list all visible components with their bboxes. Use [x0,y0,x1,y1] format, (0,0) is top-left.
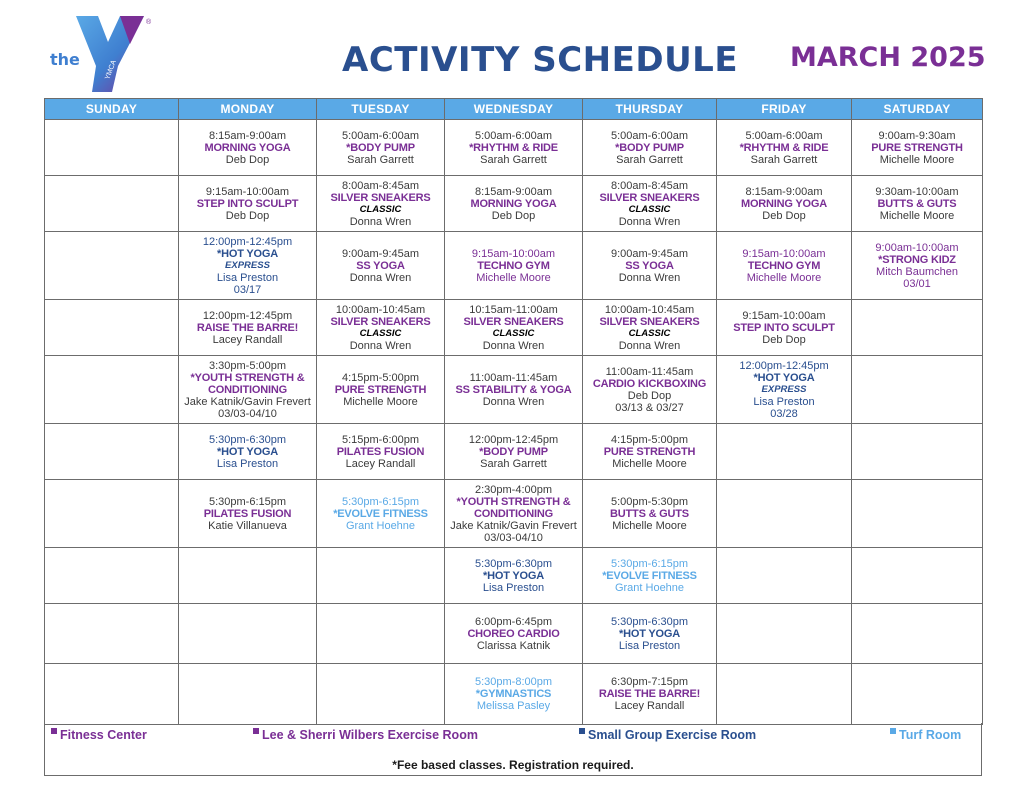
class-entry [447,304,580,352]
class-name: SS STABILITY & YOGA [455,383,572,396]
class-name: CARDIO KICKBOXING [592,377,707,390]
class-time: 5:15pm-6:00pm [341,433,420,446]
class-instructor: Deb Dop [225,209,270,222]
class-name: SS YOGA [625,259,674,272]
class-dates: 03/13 & 03/27 [615,401,684,414]
day-header: THURSDAY [583,99,717,120]
schedule-cell [317,424,445,480]
class-instructor: Clarissa Katnik [476,639,551,652]
ymca-logo [46,14,156,94]
schedule-cell [583,120,717,176]
class-entry [447,676,580,712]
class-time: 5:00am-6:00am [474,129,553,142]
class-instructor: Michelle Moore [879,153,955,166]
class-time: 12:00pm-12:45pm [739,359,829,372]
class-instructor: Donna Wren [618,271,681,284]
class-instructor: Donna Wren [618,339,681,352]
class-entry [319,372,442,408]
schedule-row [45,120,983,176]
class-instructor: Sarah Garrett [750,153,818,166]
class-instructor: Grant Hoehne [614,581,685,594]
schedule-table [44,98,983,725]
class-name: *HOT YOGA [619,627,680,640]
class-time: 10:00am-10:45am [604,303,695,316]
schedule-cell [717,176,852,232]
class-name: BUTTS & GUTS [610,507,689,520]
class-entry [447,434,580,470]
schedule-cell [317,356,445,424]
class-instructor: Michelle Moore [879,209,955,222]
class-entry [447,616,580,652]
class-entry [181,186,314,222]
schedule-cell [179,480,317,548]
schedule-cell [583,664,717,725]
class-name: *EVOLVE FITNESS [602,569,697,582]
class-instructor: Donna Wren [349,215,412,228]
schedule-cell [852,664,983,725]
schedule-cell [317,664,445,725]
class-instructor: Jake Katnik/Gavin Frevert [184,395,311,408]
class-instructor: Michelle Moore [343,395,418,408]
class-instructor: Michelle Moore [612,519,687,532]
class-name: *EVOLVE FITNESS [333,507,428,520]
legend [44,723,982,776]
schedule-cell [445,480,583,548]
schedule-cell [45,356,179,424]
class-time: 3:30pm-5:00pm [208,359,287,372]
class-name: SILVER SNEAKERS [599,315,700,328]
legend-fitness-center-swatch [51,728,57,734]
class-name: TECHNO GYM [747,259,821,272]
schedule-cell [179,356,317,424]
class-entry [181,360,314,420]
schedule-cell [583,300,717,356]
class-entry [719,186,849,222]
class-name: *RHYTHM & RIDE [739,141,829,154]
schedule-cell [717,424,852,480]
class-entry [854,130,980,166]
schedule-cell [717,664,852,725]
schedule-cell [583,480,717,548]
class-instructor: Mitch Baumchen [876,265,958,278]
class-instructor: Donna Wren [482,395,545,408]
class-instructor: Michelle Moore [476,271,551,284]
legend-turf-swatch [890,728,896,734]
class-time: 9:15am-10:00am [205,185,290,198]
class-time: 5:00pm-5:30pm [610,495,689,508]
class-instructor: Sarah Garrett [616,153,683,166]
class-entry [854,186,980,222]
class-instructor: Deb Dop [491,209,536,222]
class-entry [447,372,580,408]
class-time: 5:30pm-6:15pm [341,495,420,508]
class-time: 5:30pm-6:30pm [474,557,553,570]
schedule-cell [317,480,445,548]
schedule-cell [445,664,583,725]
class-variant: CLASSIC [359,203,402,215]
class-name: *RHYTHM & RIDE [469,141,558,154]
class-time: 9:00am-9:30am [878,129,956,142]
class-instructor: Sarah Garrett [480,153,547,166]
class-time: 8:00am-8:45am [610,179,689,192]
class-dates: 03/03-04/10 [484,531,543,544]
class-time: 12:00pm-12:45pm [202,235,293,248]
class-entry [181,310,314,346]
class-name: *STRONG KIDZ [878,253,956,266]
day-header: MONDAY [179,99,317,120]
schedule-cell [852,232,983,300]
class-entry [585,616,714,652]
class-instructor: Lacey Randall [614,700,685,712]
schedule-cell [445,120,583,176]
class-instructor: Donna Wren [349,339,412,352]
fee-note: *Fee based classes. Registration required. [392,758,634,772]
schedule-cell [45,232,179,300]
legend-lee-sherri-label: Lee & Sherri Wilbers Exercise Room [262,728,478,742]
class-variant: CLASSIC [492,327,535,339]
class-entry [447,130,580,166]
schedule-cell [317,232,445,300]
schedule-cell [445,232,583,300]
svg-text:®: ® [146,19,152,26]
class-entry [319,130,442,166]
schedule-cell [852,120,983,176]
schedule-cell [717,300,852,356]
class-name: SILVER SNEAKERS [330,191,431,204]
class-instructor: Deb Dop [762,209,806,222]
schedule-cell [317,300,445,356]
class-time: 8:15am-9:00am [474,185,553,198]
schedule-cell [852,424,983,480]
class-name: *GYMNASTICS [475,688,552,700]
class-variant: CLASSIC [628,203,671,215]
class-entry [585,180,714,228]
class-entry [719,310,849,346]
class-entry [447,484,580,544]
legend-small-group-swatch [579,728,585,734]
class-name: PURE STRENGTH [603,445,696,458]
class-name: TECHNO GYM [477,259,550,272]
class-name: *BODY PUMP [346,141,415,154]
class-instructor: Deb Dop [225,153,270,166]
class-instructor: Sarah Garrett [480,457,547,470]
class-time: 5:00am-6:00am [745,129,823,142]
class-name: MORNING YOGA [204,141,291,154]
class-instructor: Lacey Randall [212,333,283,346]
schedule-cell [445,548,583,604]
class-instructor: Lisa Preston [618,639,681,652]
schedule-row [45,300,983,356]
class-time: 5:30pm-6:30pm [208,433,287,446]
class-entry [585,558,714,594]
day-header: SATURDAY [852,99,983,120]
schedule-cell [317,548,445,604]
schedule-cell [179,548,317,604]
schedule-cell [445,604,583,664]
class-entry [854,242,980,290]
class-name: SILVER SNEAKERS [330,315,431,328]
schedule-cell [717,604,852,664]
class-instructor: Michelle Moore [612,457,687,470]
class-entry [719,130,849,166]
class-instructor: Sarah Garrett [347,153,414,166]
schedule-cell [317,176,445,232]
class-instructor: Melissa Pasley [476,700,551,712]
class-entry [319,180,442,228]
schedule-cell [179,300,317,356]
class-time: 12:00pm-12:45pm [202,309,293,322]
schedule-cell [179,604,317,664]
schedule-cell [179,120,317,176]
class-dates: 03/28 [770,407,798,420]
class-instructor: Donna Wren [482,339,545,352]
class-name: *BODY PUMP [479,445,548,458]
class-time: 4:15pm-5:00pm [610,433,689,446]
class-instructor: Donna Wren [349,271,412,284]
schedule-cell [179,424,317,480]
legend-turf [890,728,961,742]
legend-small-group [579,728,756,742]
schedule-cell [45,664,179,725]
legend-turf-label: Turf Room [899,728,962,742]
class-entry [319,496,442,532]
class-time: 9:15am-10:00am [742,309,826,322]
day-header: WEDNESDAY [445,99,583,120]
schedule-cell [445,424,583,480]
class-time: 9:00am-10:00am [875,241,959,254]
class-name: RAISE THE BARRE! [196,321,299,334]
schedule-row [45,356,983,424]
schedule-cell [45,424,179,480]
schedule-cell [45,176,179,232]
class-time: 2:30pm-4:00pm [474,483,553,496]
schedule-cell [852,300,983,356]
class-instructor: Lisa Preston [216,271,279,284]
schedule-row [45,548,983,604]
day-header-row [45,99,983,120]
class-time: 4:15pm-5:00pm [341,371,420,384]
page-title: ACTIVITY SCHEDULE [342,40,739,80]
class-time: 6:00pm-6:45pm [474,615,553,628]
schedule-cell [717,120,852,176]
schedule-cell [583,356,717,424]
logo-ymca-text: YMCA [104,59,118,81]
class-time: 8:00am-8:45am [341,179,420,192]
class-entry [319,304,442,352]
class-dates: 03/01 [903,277,931,290]
class-entry [585,248,714,284]
legend-fitness-center [51,728,147,742]
schedule-cell [717,356,852,424]
class-instructor: Donna Wren [618,215,681,228]
class-entry [181,130,314,166]
class-time: 9:15am-10:00am [742,247,826,260]
class-time: 5:00am-6:00am [341,129,420,142]
schedule-cell [852,356,983,424]
schedule-cell [45,120,179,176]
class-instructor: Michelle Moore [746,271,822,284]
schedule-cell [717,548,852,604]
class-dates: 03/17 [233,283,262,296]
schedule-cell [583,548,717,604]
schedule-cell [317,120,445,176]
class-name: PILATES FUSION [203,507,292,520]
class-instructor: Jake Katnik/Gavin Frevert [450,519,577,532]
class-time: 10:00am-10:45am [335,303,426,316]
class-name: *YOUTH STRENGTH & CONDITIONING [190,371,305,396]
schedule-cell [852,176,983,232]
class-time: 5:30pm-6:30pm [610,615,689,628]
class-variant: EXPRESS [225,259,270,271]
class-time: 5:30pm-8:00pm [474,676,553,688]
class-name: *HOT YOGA [483,569,544,582]
legend-lee-sherri-swatch [253,728,259,734]
schedule-cell [583,424,717,480]
class-entry [319,434,442,470]
class-name: PURE STRENGTH [334,383,427,396]
class-name: SS YOGA [356,259,405,272]
class-name: MORNING YOGA [470,197,557,210]
class-entry [447,186,580,222]
class-name: SILVER SNEAKERS [463,315,564,328]
class-instructor: Lisa Preston [482,581,545,594]
class-entry [319,248,442,284]
schedule-cell [717,480,852,548]
class-instructor: Lisa Preston [216,457,279,470]
class-entry [447,248,580,284]
schedule-cell [445,300,583,356]
schedule-cell [179,664,317,725]
schedule-cell [45,480,179,548]
class-time: 9:15am-10:00am [471,247,556,260]
class-name: STEP INTO SCULPT [196,197,299,210]
day-header: FRIDAY [717,99,852,120]
class-entry [181,496,314,532]
schedule-cell [852,548,983,604]
class-instructor: Katie Villanueva [208,519,287,532]
class-time: 12:00pm-12:45pm [468,433,559,446]
legend-lee-sherri [253,728,478,742]
class-name: *HOT YOGA [753,371,815,384]
class-time: 5:30pm-6:15pm [610,557,689,570]
schedule-cell [45,604,179,664]
schedule-month: MARCH 2025 [790,42,986,73]
schedule-cell [445,356,583,424]
schedule-cell [179,176,317,232]
class-entry [181,236,314,296]
schedule-row [45,480,983,548]
class-name: *YOUTH STRENGTH & CONDITIONING [456,495,571,520]
class-time: 5:00am-6:00am [610,129,689,142]
class-variant: CLASSIC [628,327,671,339]
class-name: *HOT YOGA [217,247,278,260]
schedule-cell [45,300,179,356]
class-entry [585,130,714,166]
class-entry [585,434,714,470]
schedule-cell [852,604,983,664]
class-name: *HOT YOGA [217,445,278,458]
schedule-body [45,120,983,725]
class-time: 8:15am-9:00am [745,185,823,198]
class-name: *BODY PUMP [615,141,684,154]
legend-fitness-center-label: Fitness Center [60,728,147,742]
class-time: 5:30pm-6:15pm [208,495,287,508]
class-entry [585,496,714,532]
schedule-cell [852,480,983,548]
schedule-cell [317,604,445,664]
class-variant: CLASSIC [359,327,402,339]
schedule-cell [445,176,583,232]
class-name: BUTTS & GUTS [877,197,957,210]
class-time: 11:00am-11:45am [605,365,694,378]
class-name: STEP INTO SCULPT [733,321,835,334]
class-name: RAISE THE BARRE! [598,688,701,700]
schedule-cell [583,232,717,300]
schedule-row [45,176,983,232]
class-time: 10:15am-11:00am [469,303,558,316]
schedule-cell [179,232,317,300]
schedule-row [45,424,983,480]
class-entry [585,676,714,712]
class-entry [181,434,314,470]
schedule-row [45,604,983,664]
legend-small-group-label: Small Group Exercise Room [588,728,757,742]
class-name: SILVER SNEAKERS [599,191,700,204]
class-time: 9:00am-9:45am [610,247,689,260]
class-entry [447,558,580,594]
logo-the-text: the [50,50,80,69]
day-header: SUNDAY [45,99,179,120]
class-entry [719,248,849,284]
schedule-cell [45,548,179,604]
schedule-row [45,232,983,300]
class-time: 11:00am-11:45am [469,371,558,384]
class-name: PURE STRENGTH [871,141,963,154]
class-entry [585,366,714,414]
class-time: 9:30am-10:00am [875,185,959,198]
class-name: MORNING YOGA [740,197,827,210]
schedule-row [45,664,983,725]
day-header: TUESDAY [317,99,445,120]
schedule-cell [717,232,852,300]
schedule-cell [583,604,717,664]
class-instructor: Grant Hoehne [345,519,416,532]
class-dates: 03/03-04/10 [218,407,277,420]
class-instructor: Lacey Randall [345,457,416,470]
class-name: CHOREO CARDIO [467,627,560,640]
class-name: PILATES FUSION [336,445,425,458]
class-time: 8:15am-9:00am [208,129,287,142]
class-instructor: Deb Dop [627,389,672,402]
class-variant: EXPRESS [761,383,807,395]
class-entry [585,304,714,352]
class-entry [719,360,849,420]
class-instructor: Deb Dop [762,333,806,346]
class-instructor: Lisa Preston [753,395,815,408]
class-time: 9:00am-9:45am [341,247,420,260]
schedule-cell [583,176,717,232]
class-time: 6:30pm-7:15pm [610,676,689,688]
